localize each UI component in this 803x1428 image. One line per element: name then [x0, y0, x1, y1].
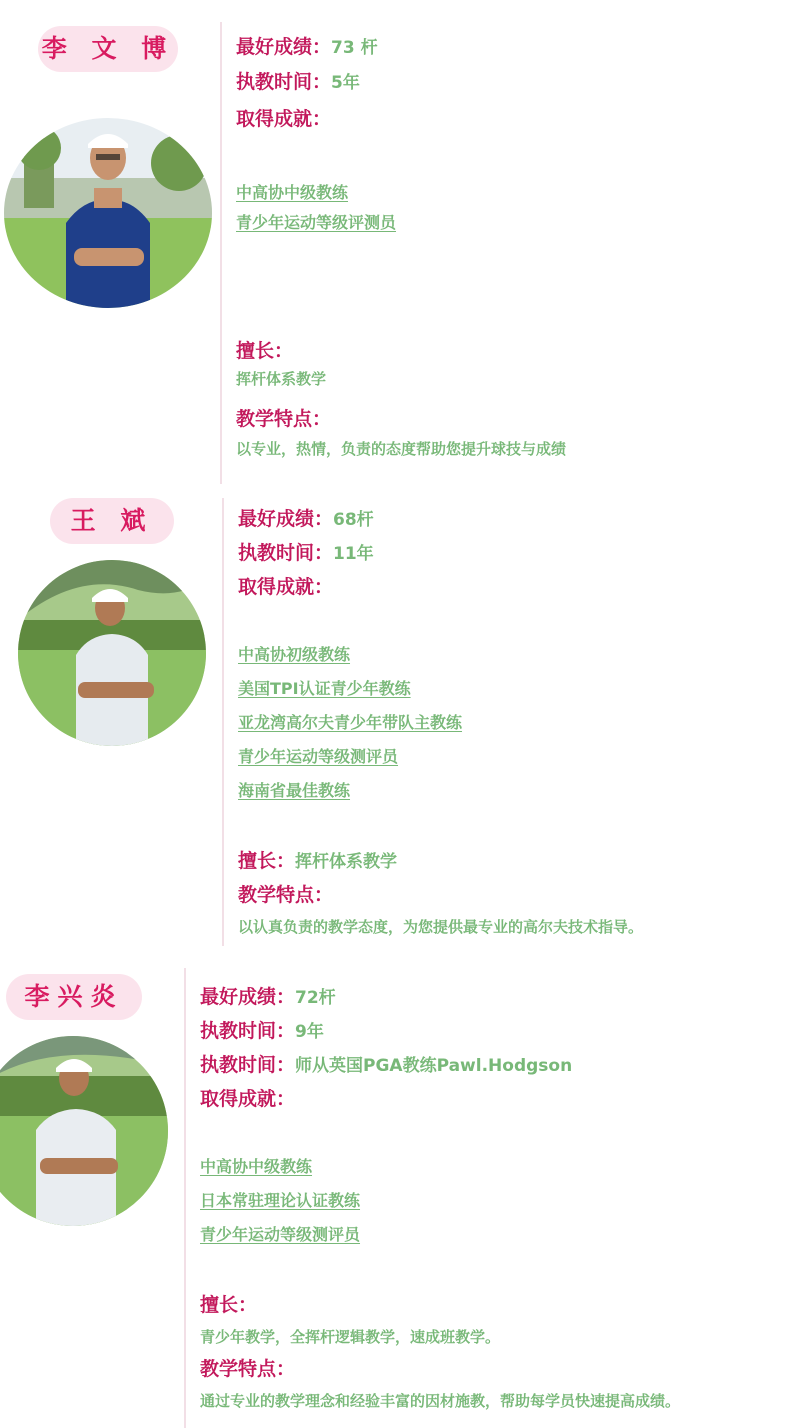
section-divider [184, 968, 186, 1428]
features-label: 教学特点： [236, 408, 332, 430]
years-value: 11年 [333, 544, 374, 564]
years-label: 执教时间： [236, 71, 332, 93]
years-value: 9年 [295, 1022, 324, 1042]
specialty-label: 擅长： [200, 1294, 258, 1316]
mentor-label: 执教时间： [200, 1054, 296, 1076]
coach-name-badge: 王 斌 [50, 498, 174, 544]
achievements-label: 取得成就： [238, 576, 334, 598]
specialty-label: 擅长： [238, 850, 296, 872]
achievement-item: 青少年运动等级测评员 [238, 747, 399, 766]
coach-card-2 [0, 490, 803, 950]
best-score-label: 最好成绩： [238, 508, 334, 530]
coach-photo [18, 560, 206, 746]
coach-card-1 [0, 0, 803, 490]
achievement-item: 中高协中级教练 [236, 183, 349, 202]
coach-info [238, 490, 798, 950]
achievement-item: 美国TPI认证青少年教练 [238, 679, 411, 698]
best-score-value: 68杆 [333, 510, 374, 530]
coach-card-3 [0, 950, 803, 1428]
achievements-label: 取得成就： [200, 1088, 296, 1110]
achievement-item: 亚龙湾高尔夫青少年带队主教练 [238, 713, 463, 732]
mentor-value: 师从英国PGA教练Pawl.Hodgson [295, 1056, 573, 1076]
section-divider [222, 498, 224, 946]
specialty-value: 挥杆体系教学 [295, 852, 398, 872]
coach-info [200, 950, 800, 1428]
features-label: 教学特点： [200, 1358, 296, 1380]
coach-name-badge: 李兴炎 [6, 974, 142, 1020]
best-score-value: 72杆 [295, 988, 336, 1008]
best-score-value: 73 杆 [331, 38, 378, 58]
years-label: 执教时间： [238, 542, 334, 564]
best-score-label: 最好成绩： [236, 36, 332, 58]
coach-photo [4, 118, 212, 308]
coach-photo [0, 1036, 168, 1226]
coach-name-badge: 李 文 博 [38, 26, 178, 72]
achievement-item: 中高协中级教练 [200, 1157, 313, 1176]
achievement-item: 海南省最佳教练 [238, 781, 351, 800]
best-score-label: 最好成绩： [200, 986, 296, 1008]
years-value: 5年 [331, 73, 360, 93]
specialty-value: 挥杆体系教学 [236, 370, 327, 388]
achievement-item: 青少年运动等级测评员 [200, 1225, 361, 1244]
features-value: 以专业，热情，负责的态度帮助您提升球技与成绩 [236, 440, 567, 458]
years-label: 执教时间： [200, 1020, 296, 1042]
achievement-item: 青少年运动等级评测员 [236, 213, 397, 232]
specialty-value: 青少年教学，全挥杆逻辑教学，速成班教学。 [200, 1328, 501, 1346]
achievement-item: 中高协初级教练 [238, 645, 351, 664]
achievement-item: 日本常驻理论认证教练 [200, 1191, 361, 1210]
section-divider [220, 22, 222, 484]
coach-info [236, 0, 796, 490]
features-label: 教学特点： [238, 884, 334, 906]
features-value: 以认真负责的教学态度，为您提供最专业的高尔夫技术指导。 [238, 918, 644, 936]
specialty-label: 擅长： [236, 340, 294, 362]
achievements-label: 取得成就： [236, 108, 332, 130]
features-value: 通过专业的教学理念和经验丰富的因材施教，帮助每学员快速提高成绩。 [200, 1392, 681, 1410]
